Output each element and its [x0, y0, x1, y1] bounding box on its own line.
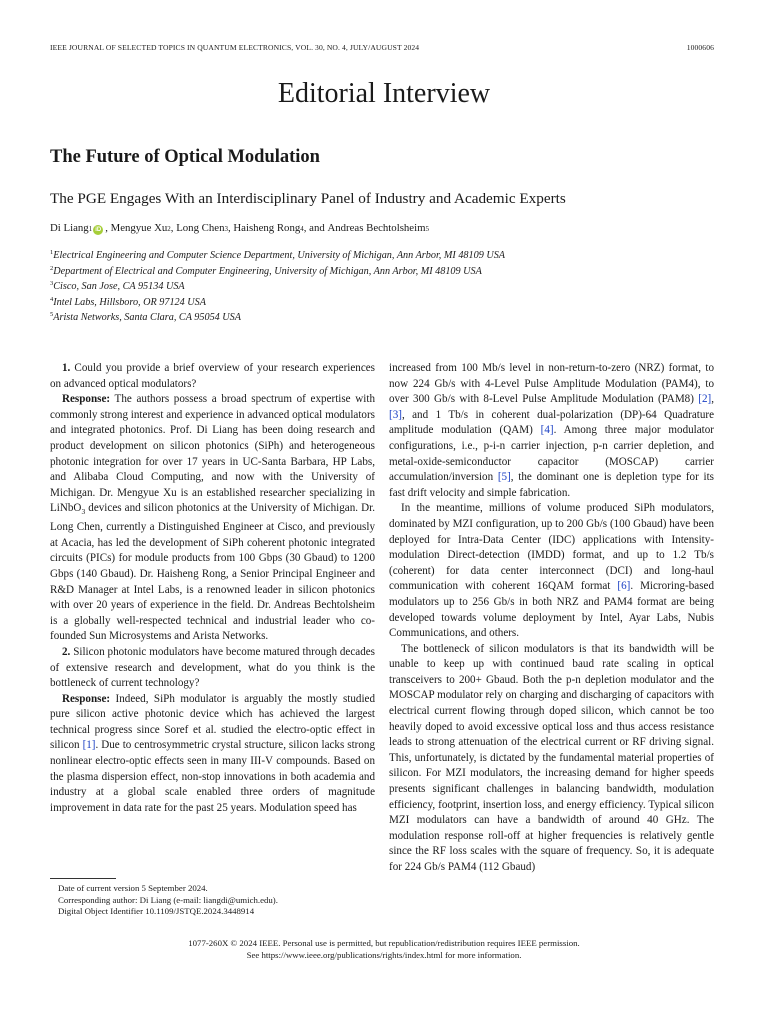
- affiliation-sup: 3: [50, 280, 54, 287]
- author-separator: ,: [227, 222, 234, 234]
- footnote: Corresponding author: Di Liang (e-mail: liangdi@umich.edu).: [58, 894, 278, 905]
- page-number: 1000606: [686, 43, 714, 52]
- rights-url-line: See https://www.ieee.org/publications/rights/index.html for more information.: [246, 950, 522, 960]
- author-sup: 1: [88, 225, 93, 233]
- paragraph: [389, 642, 714, 876]
- paragraph-text: increased from 100 Mb/s level in non-return-to-zero (NRZ) format, to now 224 Gb/s with 4-Level Pulse Amplitude Modulation (PAM4), to over 300 Gb/s with 8-Level Pulse Amplitude Modulation (PAM8): [389, 362, 714, 406]
- response-label: Response:: [62, 393, 111, 406]
- footnote: Digital Object Identifier 10.1109/JSTQE.2024.3448914: [58, 906, 255, 916]
- citation-link[interactable]: [2]: [698, 393, 712, 406]
- affiliation-text: Cisco, San Jose, CA 95134 USA: [53, 281, 185, 292]
- question-number: 1.: [62, 362, 71, 374]
- running-head: [50, 43, 714, 52]
- affiliation-sup: 2: [50, 264, 54, 272]
- question-number: 2.: [62, 645, 71, 658]
- author-name: Haisheng Rong: [233, 222, 301, 234]
- response-text: . Due to centrosymmetric crystal structure, silicon lacks strong nonlinear electro-optic effects seen in many III-V compounds. Based on the plasma dispersion effect, non-stop innovations in both academia and industry at a global scale enabled three orders of magnitude improvement in data rate for the past 25 years. Modulation speed has: [50, 739, 375, 814]
- paragraph-text: ,: [711, 393, 714, 406]
- paragraph-text: . Microring-based modulators up to 256 Gb/s in both NRZ and PAM4 format are being developed towards volume deployment by Intel, Ayar Labs, Nubis Communications, and others.: [389, 580, 715, 640]
- article-title: The Future of Optical Modulation: [50, 147, 320, 167]
- author-name: Mengyue Xu: [110, 222, 168, 234]
- question-text: Silicon photonic modulators have become matured through decades of extensive research and development, what do you think is the bottleneck of current technology?: [50, 645, 375, 690]
- paragraph-continued: [389, 361, 714, 501]
- author-separator: , and: [303, 222, 328, 234]
- affiliation: [50, 276, 505, 292]
- response-text: Indeed, SiPh modulator is arguably the mostly studied pure silicon active photonic device which has achieved the largest technical progress since Soref et al. studied the electro-optic effect in silicon: [50, 692, 375, 752]
- response-text: devices and silicon photonics at the University of Michigan. Dr. Long Chen, currently a Distinguished Engineer at Cisco, and previously at Acacia, has led the development of SiPh coherent photonic integrated circuits (PICs) for module products from 100 Gbps (30 Gbaud) to 1200 Gbps (140 Gbaud). Dr. Haisheng Rong, a Senior Principal Engineer and R&D Manager at Intel Labs, is a renowned leader in silicon photonics with over 20 years of experience in the field. Dr. Andreas Bechtolsheim is a globally well-respected technical and industrial leader who co-founded Sun Microsystems and Arista Networks.: [50, 502, 375, 643]
- citation-link[interactable]: [6]: [617, 580, 631, 593]
- question-2: [50, 645, 375, 692]
- affiliation: [50, 307, 505, 323]
- footnote: Date of current version 5 September 2024.: [58, 883, 208, 893]
- subscript: 3: [81, 507, 86, 517]
- affiliation: [50, 292, 505, 308]
- body-column-left: [50, 361, 375, 816]
- author-list: [50, 222, 429, 235]
- affiliation-sup: 5: [50, 311, 54, 318]
- author-name: Andreas Bechtolsheim: [327, 222, 426, 234]
- paragraph-text: . Among three major modulator configurations, i.e., p-i-n carrier injection, p-n carrier depletion, and metal-oxide-semiconductor capacitor (MOSCAP) carrier accumulation/inversion: [389, 424, 714, 484]
- author-sup: 2: [167, 225, 171, 233]
- footnotes: [58, 883, 278, 918]
- affiliation-sup: 1: [50, 249, 54, 256]
- copyright-line: 1077-260X © 2024 IEEE. Personal use is permitted, but republication/redistribution requires IEEE permission.: [188, 938, 580, 948]
- response-1: [50, 392, 375, 645]
- question-1: [50, 361, 375, 392]
- affiliation-text: Electrical Engineering and Computer Science Department, University of Michigan, Ann Arbor, MI 48109 USA: [53, 250, 506, 261]
- author-name: Long Chen: [176, 222, 225, 234]
- affiliation: [50, 261, 505, 277]
- copyright-notice: [0, 937, 768, 961]
- body-column-right: [389, 361, 714, 876]
- paragraph-text: , and 1 Tb/s in coherent dual-polarization (DP)-64 Quadrature amplitude modulation (QAM): [389, 408, 714, 437]
- citation-link[interactable]: [1]: [82, 739, 96, 752]
- journal-name: IEEE JOURNAL OF SELECTED TOPICS IN QUANTUM ELECTRONICS, VOL. 30, NO. 4, JULY/AUGUST 2024: [50, 43, 420, 52]
- affiliation-text: Department of Electrical and Computer Engineering, University of Michigan, Ann Arbor, MI 48109 USA: [53, 265, 482, 277]
- question-text: Could you provide a brief overview of your research experiences on advanced optical modulators?: [50, 362, 375, 390]
- orcid-icon[interactable]: iD: [95, 227, 102, 233]
- author-separator: ,: [170, 222, 177, 234]
- citation-link[interactable]: [4]: [540, 424, 554, 437]
- author-separator: ,: [105, 222, 111, 234]
- citation-link[interactable]: [3]: [389, 408, 402, 421]
- section-label: Editorial Interview: [277, 78, 491, 109]
- affiliation: [50, 245, 505, 261]
- response-label: Response:: [62, 692, 111, 705]
- paragraph-text: In the meantime, millions of volume produced SiPh modulators, dominated by MZI configuration, up to 200 Gb/s (100 Gbaud) have been deployed for Intra-Data Center (IDC) applications with Intensity-modulation Direct-detection (IMDD) format, and up to 1.2 Tb/s (coherent) for data center interconnect (DCI) and long-haul communication with coherent 16QAM format: [389, 502, 714, 593]
- paragraph: [389, 501, 714, 641]
- response-2: [50, 692, 375, 817]
- affiliation-text: Arista Networks, Santa Clara, CA 95054 USA: [53, 312, 241, 323]
- author-sup: 4: [300, 225, 304, 233]
- citation-link[interactable]: [5]: [497, 471, 511, 484]
- response-text: The authors possess a broad spectrum of expertise with commonly strong interest and experience in advanced optical modulators and integrated photonics. Prof. Di Liang has been doing research and product development on silicon photonics (SiPh) and heterogeneous photonic integration for over 17 years in UC-Santa Barbara, HP Labs, and Alibaba Cloud Computing, and now with the University of Michigan. Dr. Mengyue Xu is an established researcher specializing in LiNbO: [50, 393, 375, 515]
- affiliation-list: [50, 245, 505, 323]
- footnote-divider: [50, 878, 116, 879]
- affiliation-sup: 4: [50, 295, 54, 303]
- author-name: Di Liang: [50, 222, 89, 234]
- author-sup: 3: [224, 225, 228, 233]
- paragraph-text: The bottleneck of silicon modulators is that its bandwidth will be unable to keep up with continued baud rate scaling in optical transceivers to 200+ Gbaud. Both the p-n depletion modulator and the MOSCAP modulator rely on charging and discharging of capacitors with electrical current flowing through doped silicon, which cannot be too heavily doped to avoid excessive optical loss and thus access resistance leads to strong attenuation of the electrical current or RF driving signal. This, unfortunately, is dictated by the fundamental material properties of silicon. For MZI modulators, the increasing demand for higher speeds presents significant challenges in balancing bandwidth, modulation efficiency, footprint, insertion loss, and energy efficiency. Typical silicon MZI modulators can have a bandwidth of around 40 GHz. The modulation response roll-off at higher frequencies is relatively gentle since the RF loss scales with the square of frequency. So, it is adequate for 224 Gb/s PAM4 (112 Gbaud): [389, 642, 714, 873]
- paragraph-text: , the dominant one is depletion type for its fast drift velocity and simple fabrication.: [389, 471, 715, 499]
- author-sup: 5: [425, 225, 429, 233]
- article-subtitle: The PGE Engages With an Interdisciplinary Panel of Industry and Academic Experts: [50, 190, 566, 207]
- affiliation-text: Intel Labs, Hillsboro, OR 97124 USA: [53, 296, 206, 308]
